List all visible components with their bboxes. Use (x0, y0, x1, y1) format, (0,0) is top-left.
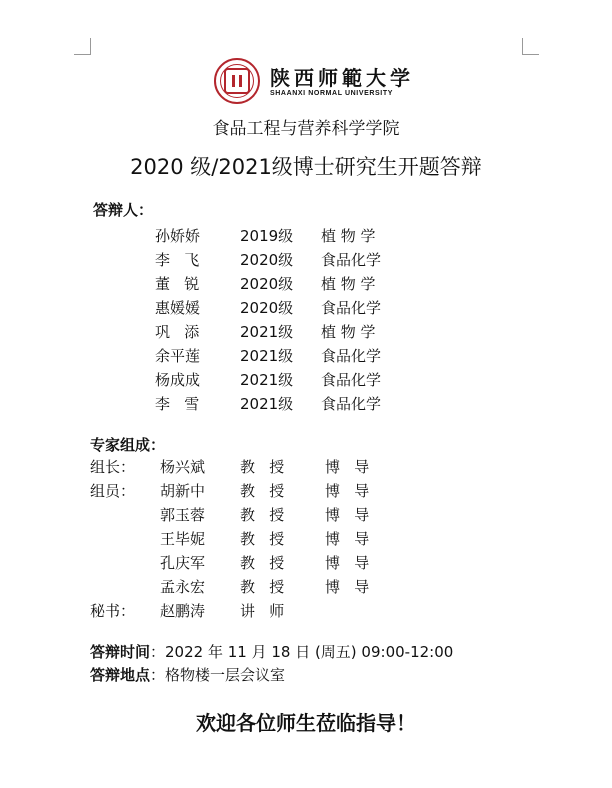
defender-major: 食品化学 (321, 347, 382, 365)
defender-grade: 2020级 (240, 299, 294, 317)
expert-name: 胡新中 (160, 482, 206, 500)
expert-title: 讲 师 (240, 602, 285, 620)
defender-grade: 2020级 (240, 275, 294, 293)
defender-major: 植 物 学 (321, 323, 376, 341)
defender-name: 余平莲 (155, 347, 201, 365)
defense-place-value: ：格物楼一层会议室 (150, 666, 286, 684)
expert-qualification: 博 导 (325, 506, 370, 524)
expert-role: 组员： (90, 482, 136, 500)
expert-role: 秘书： (90, 602, 136, 620)
defender-grade: 2021级 (240, 347, 294, 365)
defender-grade: 2020级 (240, 251, 294, 269)
expert-title: 教 授 (240, 506, 285, 524)
experts-label: 专家组成： (90, 436, 166, 454)
defender-grade: 2019级 (240, 227, 294, 245)
defender-name: 董 锐 (155, 275, 200, 293)
defense-time-label: 答辩时间 (90, 643, 151, 661)
defender-name: 巩 添 (155, 323, 200, 341)
expert-title: 教 授 (240, 482, 285, 500)
college-name: 食品工程与营养科学学院 (212, 119, 400, 139)
defender-name: 李 雪 (155, 395, 200, 413)
defender-name: 杨成成 (155, 371, 201, 389)
university-name-cn: 陕西师範大学 (270, 65, 414, 90)
expert-role: 组长： (90, 458, 136, 476)
closing-message: 欢迎各位师生莅临指导！ (196, 711, 416, 735)
expert-name: 孔庆军 (160, 554, 206, 572)
expert-name: 杨兴斌 (160, 458, 206, 476)
defenders-label: 答辩人： (93, 201, 154, 219)
defender-name: 李 飞 (155, 251, 200, 269)
defender-grade: 2021级 (240, 395, 294, 413)
defender-grade: 2021级 (240, 323, 294, 341)
university-name-en: SHAANXI NORMAL UNIVERSITY (270, 89, 393, 97)
expert-qualification: 博 导 (325, 554, 370, 572)
defender-major: 食品化学 (321, 251, 382, 269)
defender-name: 惠媛媛 (155, 299, 201, 317)
defender-major: 食品化学 (321, 371, 382, 389)
defender-major: 食品化学 (321, 395, 382, 413)
expert-title: 教 授 (240, 530, 285, 548)
crop-mark-top-right (522, 38, 539, 55)
expert-name: 王毕妮 (160, 530, 206, 548)
page-title: 2020 级/2021级博士研究生开题答辩 (130, 155, 482, 179)
expert-qualification: 博 导 (325, 578, 370, 596)
defender-major: 植 物 学 (321, 227, 376, 245)
expert-title: 教 授 (240, 554, 285, 572)
crop-mark-top-left (74, 38, 91, 55)
defense-time-value: ：2022 年 11 月 18 日 (周五) 09:00-12:00 (150, 643, 454, 661)
university-logo (214, 56, 414, 106)
defender-grade: 2021级 (240, 371, 294, 389)
expert-name: 孟永宏 (160, 578, 206, 596)
defender-major: 植 物 学 (321, 275, 376, 293)
university-seal-icon (214, 58, 260, 104)
expert-title: 教 授 (240, 458, 285, 476)
expert-qualification: 博 导 (325, 482, 370, 500)
expert-name: 赵鹏涛 (160, 602, 206, 620)
expert-title: 教 授 (240, 578, 285, 596)
defense-place-label: 答辩地点 (90, 666, 151, 684)
defender-name: 孙娇娇 (155, 227, 201, 245)
expert-qualification: 博 导 (325, 458, 370, 476)
defender-major: 食品化学 (321, 299, 382, 317)
expert-qualification: 博 导 (325, 530, 370, 548)
expert-name: 郭玉蓉 (160, 506, 206, 524)
